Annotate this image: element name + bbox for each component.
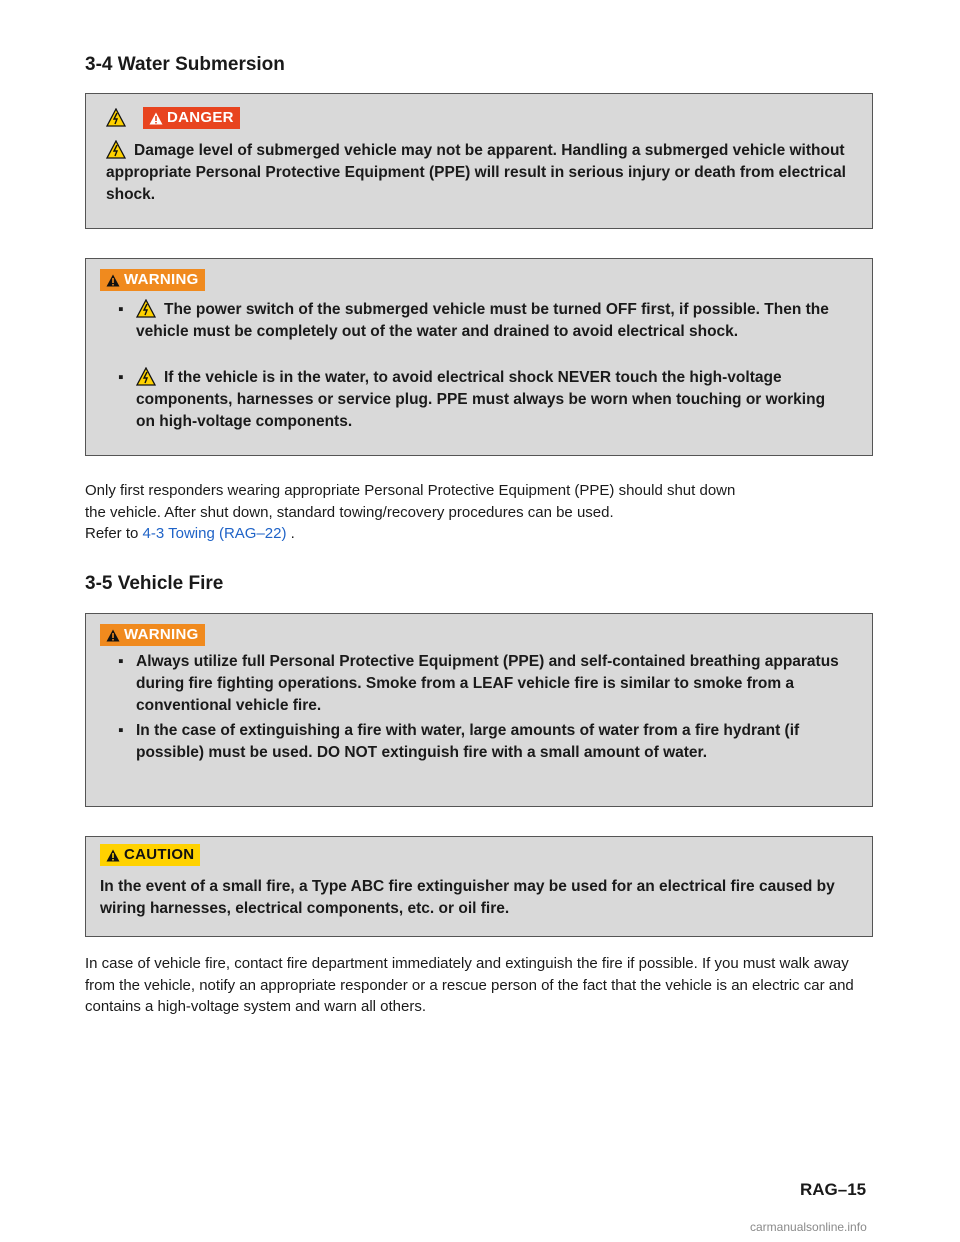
- caution-text: In the event of a small fire, a Type ABC fire extinguisher may be used for an electrical fire caused by wiring harnesses, electrical components, etc. or oil fire.: [100, 878, 835, 917]
- watermark: carmanualsonline.info: [750, 1220, 867, 1234]
- caution-badge-label: CAUTION: [124, 846, 195, 863]
- page-number: RAG–15: [800, 1180, 867, 1199]
- warning-item-text: In the case of extinguishing a fire with water, large amounts of water from a fire hydrant (if possible) must be used. DO NOT extinguish fire with a small amount of water.: [136, 722, 800, 761]
- refer-prefix: Refer to: [85, 525, 139, 542]
- warning-item: [118, 367, 842, 433]
- bullet: ▪: [118, 653, 124, 670]
- warning-item-text: Always utilize full Personal Protective Equipment (PPE) and self-contained breathing apparatus during fire fighting operations. Smoke from a LEAF vehicle fire is similar to smoke from a conventional vehicle fire.: [136, 653, 839, 714]
- warning-item: [118, 720, 842, 786]
- warning-item-text: If the vehicle is in the water, to avoid electrical shock NEVER touch the high-voltage components, harnesses or service plug. PPE must always be worn when touching or working on high-voltage components.: [136, 369, 826, 430]
- bullet: ▪: [118, 369, 124, 386]
- danger-badge-label: DANGER: [167, 109, 234, 126]
- refer-line: [85, 523, 875, 545]
- danger-box: [85, 93, 873, 229]
- high-voltage-icon: [106, 108, 126, 127]
- body-line: the vehicle. After shut down, standard towing/recovery procedures can be used.: [85, 503, 614, 521]
- warning-badge: [100, 269, 205, 291]
- towing-link[interactable]: 4-3 Towing (RAG–22): [142, 525, 287, 542]
- bullet: ▪: [118, 301, 124, 318]
- warning-item: [118, 299, 842, 365]
- high-voltage-icon: [136, 367, 156, 386]
- danger-text-block: [106, 140, 846, 206]
- bullet: ▪: [118, 722, 124, 739]
- caution-box: [85, 836, 873, 937]
- high-voltage-icon: [106, 140, 126, 159]
- section-heading-water-submersion: 3-4 Water Submersion: [85, 54, 285, 75]
- warning-box-fire: [85, 613, 873, 807]
- alert-triangle-icon: [106, 629, 120, 642]
- warning-badge-label: WARNING: [124, 626, 199, 643]
- body-line: Only first responders wearing appropriate Personal Protective Equipment (PPE) should shut down: [85, 482, 736, 499]
- fire-body: In case of vehicle fire, contact fire department immediately and extinguish the fire if possible. If you must walk away from the vehicle, notify an appropriate responder or a rescue person of the fact that the vehicle is an electric car and contains a high-voltage system and warn all others.: [85, 955, 854, 1015]
- section-heading-vehicle-fire: 3-5 Vehicle Fire: [85, 573, 224, 594]
- danger-badge: [143, 107, 240, 129]
- warning-item-text: The power switch of the submerged vehicle must be turned OFF first, if possible. Then the vehicle must be completely out of the water and drained to avoid electrical shock.: [136, 301, 829, 340]
- alert-triangle-icon: [106, 274, 120, 287]
- warning-badge-label: WARNING: [124, 271, 199, 288]
- danger-text: Damage level of submerged vehicle may not be apparent. Handling a submerged vehicle without appropriate Personal Protective Equipment (PPE) will result in serious injury or death from electrical shock.: [106, 142, 846, 203]
- warning-item: [118, 651, 842, 717]
- refer-suffix: .: [290, 525, 295, 542]
- alert-triangle-icon: [149, 112, 163, 125]
- caution-badge: [100, 844, 200, 866]
- high-voltage-icon: [136, 299, 156, 318]
- warning-badge: [100, 624, 205, 646]
- submersion-body: [85, 480, 875, 545]
- alert-triangle-icon: [106, 849, 120, 862]
- warning-box-submersion: [85, 258, 873, 456]
